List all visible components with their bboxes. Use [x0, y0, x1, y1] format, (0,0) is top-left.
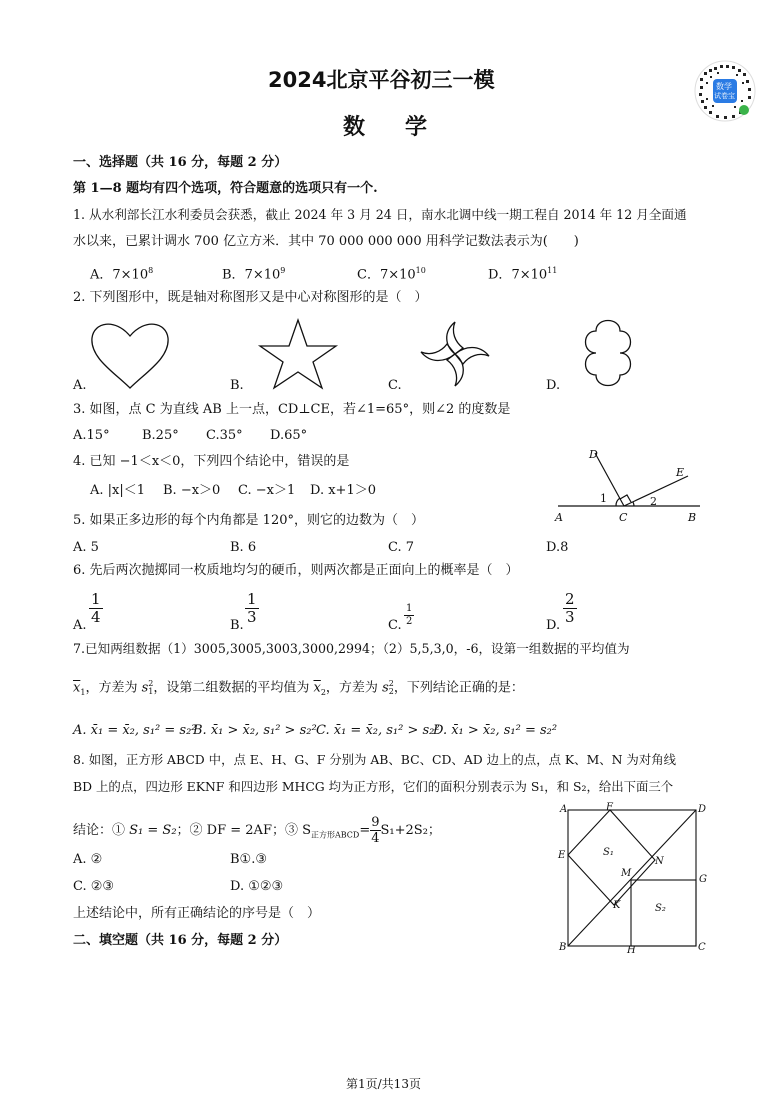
- q4-option-b: B. −x＞0: [163, 483, 221, 498]
- page-number: 第1页/共13页: [346, 1077, 421, 1091]
- q3-label-angle-2: 2: [650, 495, 657, 508]
- q8-square-figure: [558, 800, 708, 960]
- pinwheel-shape: [415, 318, 495, 390]
- quatrefoil-shape: [568, 313, 648, 391]
- q7-line-1: 7.已知两组数据（1）3005,3005,3003,3000,2994；（2）5,5,3,0，-6，设第一组数据的平均值为: [73, 641, 630, 656]
- q8-label-f: F: [606, 802, 613, 813]
- q4-option-c: C. −x＞1: [238, 483, 296, 498]
- q8-label-a: A: [560, 804, 568, 815]
- q8-line-3: 结论：① S₁ = S₂；② DF = 2AF；③ $S_{正方形ABCD}=$ $\frac{9}{4}$ S₁+2S₂；: [73, 815, 441, 846]
- q3-option-c: C.35°: [206, 428, 243, 443]
- q8-line-2: BD 上的点，四边形 EKNF 和四边形 MHCG 均为正方形，它们的面积分别表示为 S₁，和 S₂，给出下面三个: [73, 779, 674, 794]
- q6-option-a-label: A.: [73, 618, 87, 633]
- q7-option-c: C. x̄₁ = x̄₂, s₁² > s₂²: [316, 723, 440, 738]
- q3-angle-figure: [550, 445, 710, 530]
- heart-shape: [85, 318, 175, 390]
- q1-option-d: D．$7\times 10^{11}$: [488, 266, 558, 283]
- subject-title: 数学: [343, 114, 468, 140]
- qr-badge-line-1: 数学: [716, 82, 732, 91]
- q8-label-e: E: [558, 850, 566, 861]
- q6-option-d-label: D.: [546, 618, 561, 633]
- q6-option-a-fraction: $\frac{1}{4}$: [91, 590, 101, 626]
- q8-label-c: C: [698, 942, 706, 953]
- q3-label-c: C: [619, 511, 628, 524]
- q5-text: 5. 如果正多边形的每个内角都是 120°，则它的边数为（ ）: [73, 513, 424, 528]
- section-1-instruction: 第 1—8 题均有四个选项，符合题意的选项只有一个.: [73, 181, 378, 196]
- q4-option-d: D. x+1＞0: [310, 483, 376, 498]
- section-1-heading: 一、选择题（共 16 分，每题 2 分）: [73, 155, 288, 170]
- q3-label-a: A: [555, 511, 563, 524]
- q4-text: 4. 已知 −1＜x＜0，下列四个结论中，错误的是: [73, 454, 350, 469]
- q8-label-g: G: [699, 874, 707, 885]
- q8-line-1: 8. 如图，正方形 ABCD 中，点 E、H、G、F 分别为 AB、BC、CD、AD 边上的点，点 K、M、N 为对角线: [73, 752, 676, 767]
- q5-option-d: D.8: [546, 540, 569, 555]
- q7-line-2: $\overline{x}_1$，方差为 s 2 1 ，设第二组数据的平均值为 $\overline{x}_2$，方差为 s 2 2 ，下列结论正确的是：: [73, 679, 524, 698]
- q8-label-m: M: [621, 868, 632, 879]
- q3-label-angle-1: 1: [600, 492, 607, 505]
- q8-label-k: K: [613, 900, 621, 911]
- q8-option-c: C. ②③: [73, 879, 115, 894]
- qr-badge-line-2: 试卷宝: [714, 92, 735, 100]
- q8-option-d: D. ①②③: [230, 879, 284, 894]
- q8-label-b: B: [559, 942, 567, 953]
- qr-code: [694, 60, 756, 122]
- q3-label-e: E: [676, 466, 685, 479]
- q3-label-b: B: [688, 511, 697, 524]
- q6-option-c-label: C.: [388, 618, 402, 633]
- q6-option-b-label: B.: [230, 618, 244, 633]
- q7-option-a: A. x̄₁ = x̄₂, s₁² = s₂²: [73, 723, 197, 738]
- q8-label-s1: S₁: [603, 847, 614, 858]
- q5-option-c: C. 7: [388, 540, 415, 555]
- q2-option-d: D.: [546, 378, 561, 393]
- q8-option-a: A. ②: [73, 852, 103, 867]
- q8-question: 上述结论中，所有正确结论的序号是（ ）: [73, 906, 321, 921]
- q2-option-b: B.: [230, 378, 244, 393]
- q1-option-c: C．$7\times 10^{10}$: [357, 266, 426, 283]
- page-title: 2024北京平谷初三一模: [268, 68, 495, 92]
- q8-label-s2: S₂: [655, 903, 666, 914]
- q2-text: 2. 下列图形中，既是轴对称图形又是中心对称图形的是（ ）: [73, 290, 428, 305]
- q1-line-1: 1. 从水利部长江水利委员会获悉，截止 2024 年 3 月 24 日，南水北调中线一期工程自 2014 年 12 月全面通: [73, 207, 687, 222]
- q7-option-d: D. x̄₁ > x̄₂, s₁² = s₂²: [433, 723, 558, 738]
- q3-option-d: D.65°: [270, 428, 308, 443]
- q2-option-a: A.: [73, 378, 87, 393]
- q3-option-b: B.25°: [142, 428, 179, 443]
- q1-line-2: 水以来，已累计调水 700 亿立方米．其中 70 000 000 000 用科学记数法表示为( ): [73, 234, 579, 249]
- q6-option-b-fraction: $\frac{1}{3}$: [247, 590, 257, 626]
- q3-label-d: D: [589, 448, 598, 461]
- q1-option-a: A．$7\times 10^8$: [90, 266, 154, 283]
- q8-option-b: B①.③: [230, 852, 267, 867]
- section-2-heading: 二、填空题（共 16 分，每题 2 分）: [73, 933, 288, 948]
- q8-label-h: H: [627, 945, 636, 956]
- q7-option-b: B. x̄₁ > x̄₂, s₁² > s₂²: [193, 723, 317, 738]
- q1-option-b: B．$7\times 10^9$: [222, 266, 286, 283]
- q3-text: 3. 如图，点 C 为直线 AB 上一点，CD⊥CE，若∠1=65°，则∠2 的度数是: [73, 402, 511, 417]
- q8-label-n: N: [655, 856, 664, 867]
- q2-option-c: C.: [388, 378, 402, 393]
- q4-option-a: A. |x|＜1: [90, 483, 146, 498]
- q5-option-b: B. 6: [230, 540, 257, 555]
- q6-option-d-fraction: $\frac{2}{3}$: [565, 590, 575, 626]
- star-shape: [258, 318, 338, 390]
- q8-label-d: D: [698, 804, 707, 815]
- q3-option-a: A.15°: [73, 428, 110, 443]
- q6-text: 6. 先后两次抛掷同一枚质地均匀的硬币，则两次都是正面向上的概率是（ ）: [73, 563, 519, 578]
- q5-option-a: A. 5: [73, 540, 99, 555]
- q6-option-c-fraction: $\frac{1}{2}$: [406, 603, 413, 627]
